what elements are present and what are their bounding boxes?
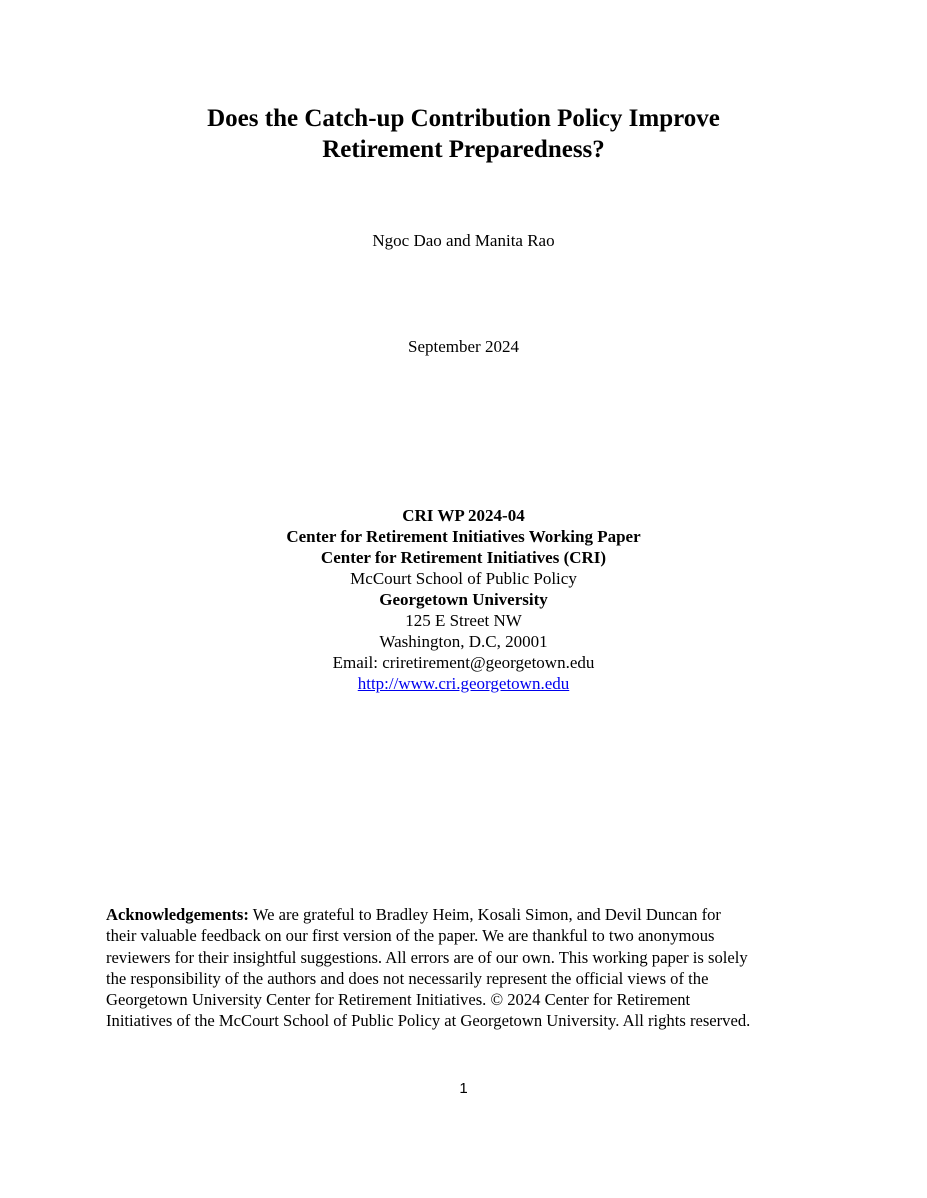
website-link[interactable]: http://www.cri.georgetown.edu: [357, 674, 570, 693]
paper-title-line-2: Retirement Preparedness?: [322, 136, 605, 163]
school-name: McCourt School of Public Policy: [350, 569, 577, 588]
acknowledgements-text: We are grateful to Bradley Heim, Kosali Simon, and Devil Duncan for: [248, 905, 721, 924]
street-address: 125 E Street NW: [405, 611, 522, 630]
center-name: Center for Retirement Initiatives (CRI): [320, 548, 607, 567]
page-number: 1: [459, 1080, 468, 1097]
acknowledgements-line-1: [106, 904, 826, 925]
acknowledgements: [106, 904, 826, 1032]
publication-date: September 2024: [408, 337, 519, 356]
university-name: Georgetown University: [379, 590, 548, 609]
working-paper-number: CRI WP 2024-04: [402, 506, 525, 525]
paper-title-line-1: Does the Catch-up Contribution Policy Improve: [207, 105, 720, 132]
acknowledgements-text: their valuable feedback on our first version of the paper. We are thankful to two anonymous: [106, 926, 715, 946]
city-address: Washington, D.C, 20001: [379, 632, 548, 651]
cri-info-block: [0, 505, 927, 694]
contact-email: Email: criretirement@georgetown.edu: [332, 653, 595, 672]
working-paper-series: Center for Retirement Initiatives Working Paper: [286, 527, 641, 546]
authors: Ngoc Dao and Manita Rao: [372, 231, 555, 250]
acknowledgements-text: Georgetown University Center for Retirement Initiatives. © 2024 Center for Retirement: [106, 990, 691, 1010]
acknowledgements-text: the responsibility of the authors and does not necessarily represent the official views of the: [106, 968, 709, 988]
website-row: [0, 673, 927, 694]
acknowledgements-label: Acknowledgements:: [106, 905, 249, 924]
acknowledgements-text: Initiatives of the McCourt School of Public Policy at Georgetown University. All rights reserved.: [106, 1011, 751, 1031]
acknowledgements-text: reviewers for their insightful suggestions. All errors are of our own. This working paper is solely: [106, 947, 748, 967]
paper-title: [0, 103, 927, 165]
